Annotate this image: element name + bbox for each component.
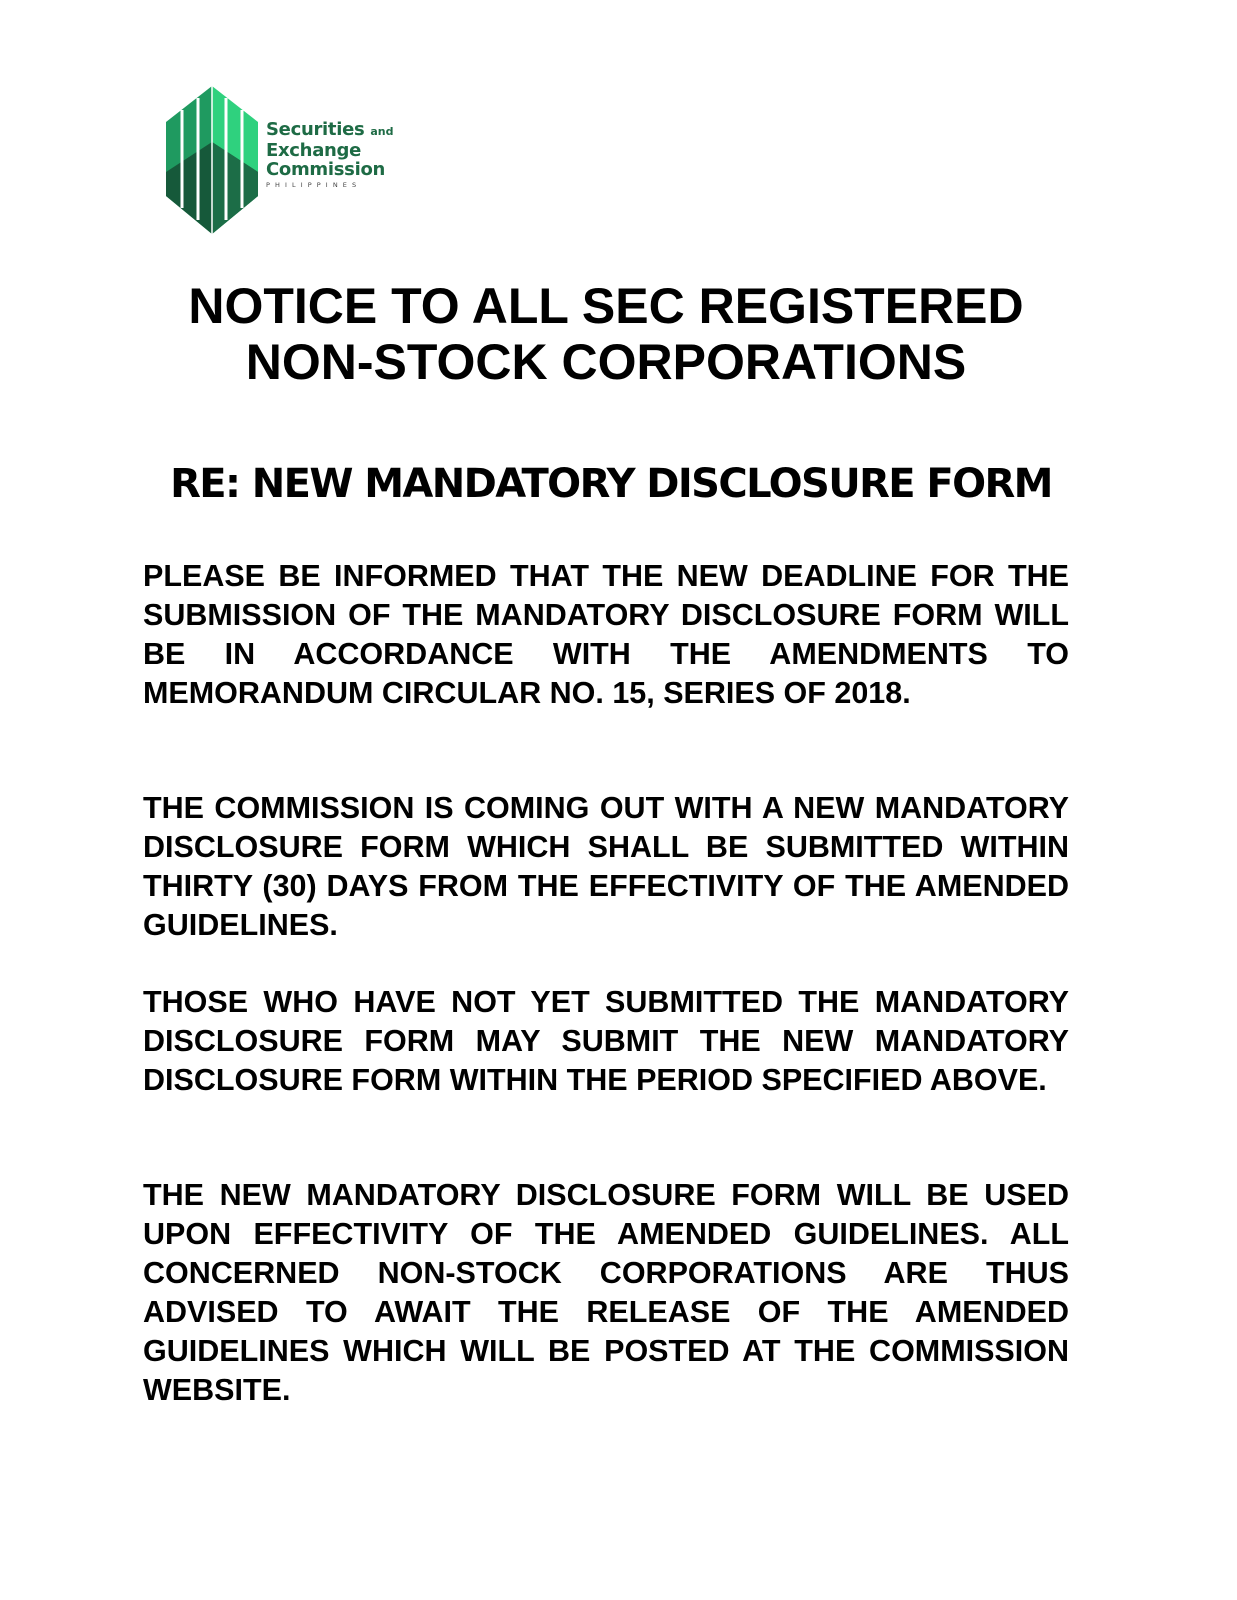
notice-paragraph-3: THOSE WHO HAVE NOT YET SUBMITTED THE MANDATORY DISCLOSURE FORM MAY SUBMIT THE NEW MANDATORY DISCLOSURE FORM WITHIN THE PERIOD SPECIFIED ABOVE. [143, 985, 1069, 1097]
notice-paragraph-1: PLEASE BE INFORMED THAT THE NEW DEADLINE FOR THE SUBMISSION OF THE MANDATORY DISCLOSURE FORM WILL BE IN ACCORDANCE WITH THE AMENDMENTS TO MEMORANDUM CIRCULAR NO. 15, SERIES OF 2018. [143, 559, 1069, 710]
notice-title-line-2: NON-STOCK CORPORATIONS [245, 334, 967, 390]
sec-logo [166, 86, 406, 236]
logo-line-commission: Commission [266, 159, 386, 180]
notice-subject: RE: NEW MANDATORY DISCLOSURE FORM [170, 461, 1052, 507]
sec-hexagon-emblem-icon [166, 86, 262, 234]
notice-title [0, 278, 1212, 390]
sec-logo-wordmark [266, 120, 394, 190]
notice-paragraph-4: THE NEW MANDATORY DISCLOSURE FORM WILL BE USED UPON EFFECTIVITY OF THE AMENDED GUIDELINES. ALL CONCERNED NON-STOCK CORPORATIONS ARE THUS ADVISED TO AWAIT THE RELEASE OF THE AMENDED GUIDELINES WHICH WILL BE POSTED AT THE COMMISSION WEBSITE. [143, 1178, 1069, 1407]
logo-line-securities: Securities [266, 119, 365, 140]
logo-country: PHILIPPINES [266, 181, 362, 189]
logo-line-and: and [370, 125, 394, 138]
notice-paragraph-2: THE COMMISSION IS COMING OUT WITH A NEW MANDATORY DISCLOSURE FORM WHICH SHALL BE SUBMITTED WITHIN THIRTY (30) DAYS FROM THE EFFECTIVITY OF THE AMENDED GUIDELINES. [143, 791, 1069, 942]
notice-title-line-1: NOTICE TO ALL SEC REGISTERED [188, 278, 1024, 334]
logo-line-exchange: Exchange [266, 140, 362, 161]
